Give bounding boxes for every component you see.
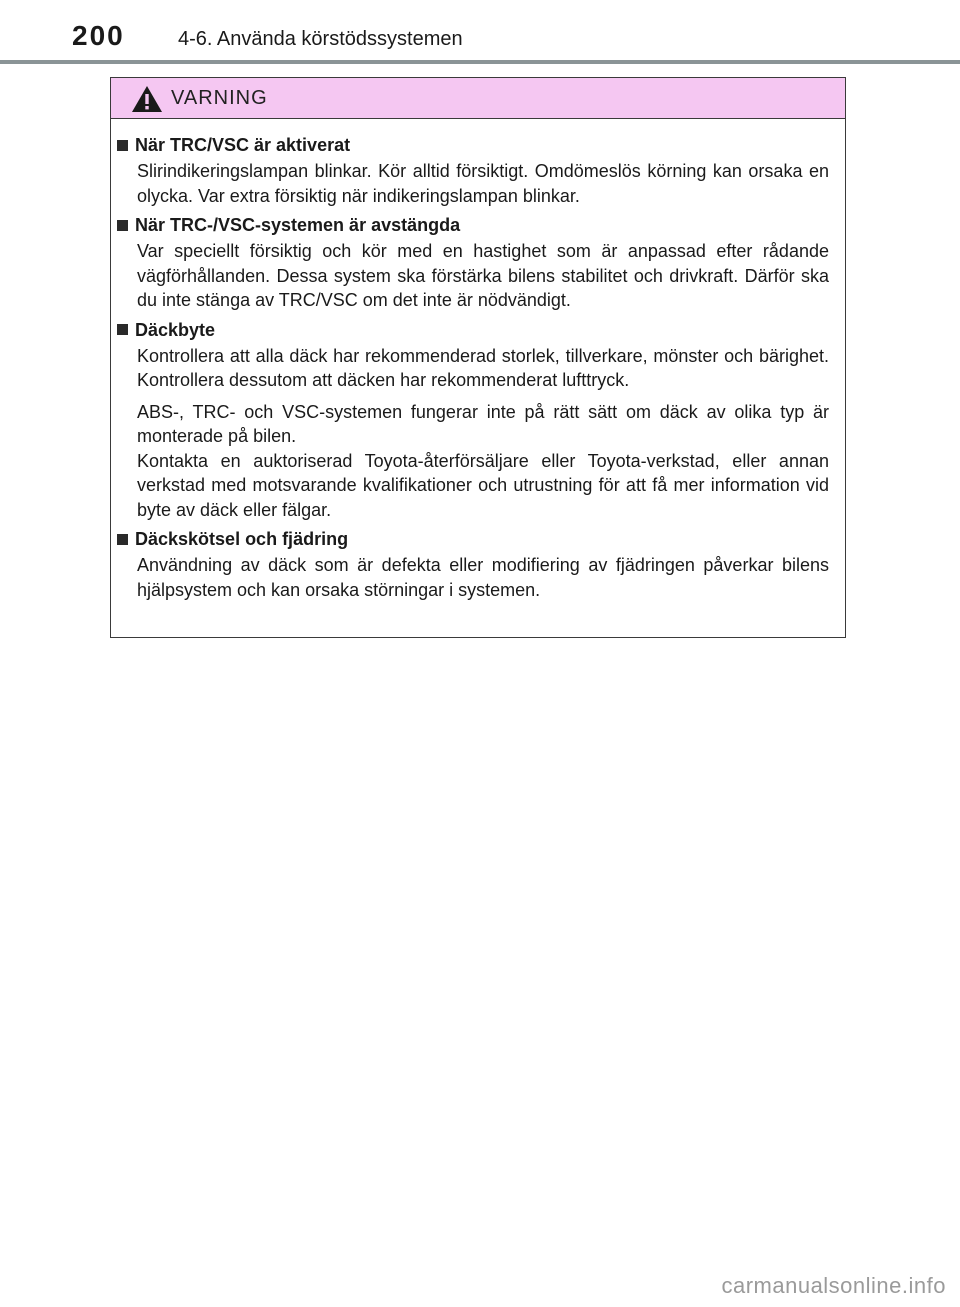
warning-label: VARNING (171, 87, 268, 109)
warning-item-trc-vsc-off (117, 213, 829, 313)
warning-item-tire-change (117, 318, 829, 523)
page-number: 200 (72, 20, 125, 51)
footer-watermark: carmanualsonline.info (721, 1273, 946, 1298)
warning-triangle-icon (131, 85, 163, 113)
warning-box (110, 77, 846, 638)
warning-header (111, 78, 845, 119)
square-bullet-icon (117, 324, 128, 335)
item-paragraph: Slirindikeringslampan blinkar. Kör alltid försiktigt. Omdömeslös körning kan orsaka en olycka. Var extra försiktig när indikeringslampan blinkar. (137, 161, 829, 206)
warning-item-tire-care (117, 527, 829, 602)
item-heading: Däckskötsel och fjädring (135, 529, 349, 549)
warning-body (111, 119, 845, 602)
item-paragraph (117, 400, 829, 523)
item-heading: När TRC/VSC är aktiverat (135, 135, 351, 155)
item-heading: Däckbyte (135, 319, 216, 340)
warning-item-trc-vsc-active (117, 133, 829, 208)
item-paragraph: Var speciellt försiktig och kör med en hastighet som är anpassad efter rådande vägförhållanden. Dessa system ska förstärka bilens stabilitet och drivkraft. Därför ska du inte stänga av TRC/VSC om det inte är nödvändigt. (137, 241, 829, 310)
square-bullet-icon (117, 140, 128, 151)
item-paragraph-part: Kontakta en auktoriserad Toyota-återförsäljare eller Toyota-verkstad, eller annan verkstad med motsvarande kvalifikationer och utrustning för att få mer information vid byte av däck eller fälgar. (137, 450, 829, 520)
square-bullet-icon (117, 534, 128, 545)
header-divider (0, 60, 960, 64)
item-paragraph-part: ABS-, TRC- och VSC-systemen fungerar inte på rätt sätt om däck av olika typ är monterade på bilen. (137, 401, 829, 446)
item-heading: När TRC-/VSC-systemen är avstängda (135, 215, 461, 235)
section-title: 4-6. Använda körstödssystemen (178, 28, 463, 50)
square-bullet-icon (117, 220, 128, 231)
item-paragraph: Kontrollera att alla däck har rekommenderad storlek, tillverkare, mönster och bärighet. Kontrollera dessutom att däcken har rekommenderat lufttryck. (137, 345, 829, 390)
item-paragraph: Användning av däck som är defekta eller modifiering av fjädringen påverkar bilens hjälpsystem och kan orsaka störningar i systemen. (137, 555, 829, 600)
